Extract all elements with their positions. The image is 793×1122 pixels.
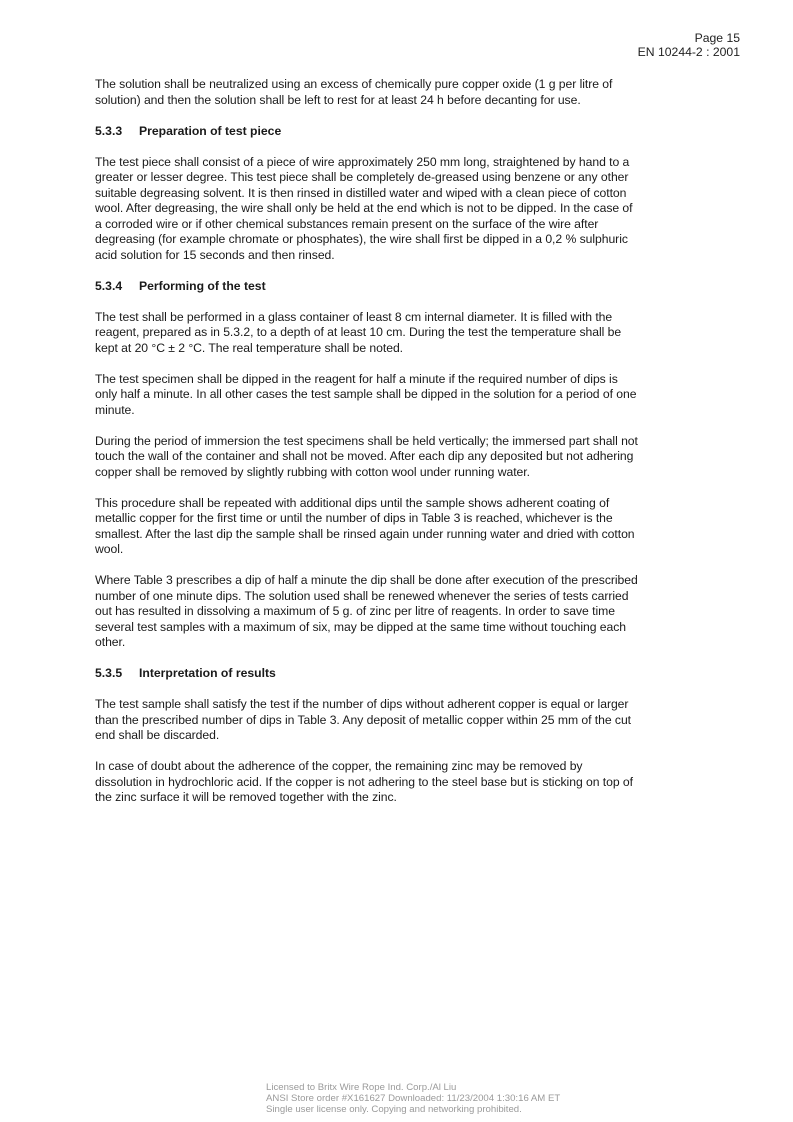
- license-footer: [266, 1082, 560, 1115]
- text-line: The test specimen shall be dipped in the reagent for half a minute if the required number of dips is: [95, 371, 618, 386]
- text-line: wool.: [95, 542, 124, 556]
- text-line: out has resulted in dissolving a maximum of 5 g. of zinc per litre of reagents. In order to save time: [95, 604, 615, 618]
- text-line: kept at 20 °C ± 2 °C. The real temperature shall be noted.: [95, 340, 404, 355]
- intro-paragraph: [95, 77, 715, 108]
- section-number: 5.3.4: [95, 278, 123, 293]
- paragraph: [95, 155, 715, 264]
- text-line: solution) and then the solution shall be left to rest for at least 24 h before decanting for use.: [95, 92, 581, 107]
- text-line: greater or lesser degree. This test piece shall be completely de-greased using benzene or any other: [95, 170, 629, 184]
- section-heading-5-3-5: [95, 666, 715, 682]
- usage-line: Single user license only. Copying and networking prohibited.: [266, 1104, 522, 1115]
- paragraph: [95, 372, 715, 419]
- paragraph: [95, 759, 715, 806]
- text-line: a corroded wire or if other chemical substances remain present on the surface of the wire after: [95, 216, 599, 231]
- paragraph: [95, 434, 715, 481]
- text-line: metallic copper for the first time or until the number of dips in Table 3 is reached, whichever is the: [95, 511, 613, 525]
- text-line: This procedure shall be repeated with additional dips until the sample shows adherent coating of: [95, 495, 610, 510]
- text-line: In case of doubt about the adherence of the copper, the remaining zinc may be removed by: [95, 759, 583, 773]
- text-line: touch the wall of the container and shall not be moved. After each dip any deposited but not adhering: [95, 449, 634, 463]
- text-line: During the period of immersion the test specimens shall be held vertically; the immersed part shall not: [95, 433, 638, 448]
- paragraph: [95, 496, 715, 558]
- paragraph: [95, 310, 715, 357]
- text-line: reagent, prepared as in 5.3.2, to a depth of at least 10 cm. During the test the temperature shall be: [95, 325, 622, 339]
- text-line: the zinc surface it will be removed together with the zinc.: [95, 790, 397, 804]
- paragraph: [95, 573, 715, 651]
- text-line: number of one minute dips. The solution used shall be renewed whenever the series of tests carried: [95, 588, 629, 603]
- standard-reference: EN 10244-2 : 2001: [637, 45, 740, 59]
- text-line: copper shall be removed by slightly rubbing with cotton wool under running water.: [95, 464, 530, 479]
- license-line: Licensed to Britx Wire Rope Ind. Corp./Al Liu: [266, 1082, 457, 1093]
- document-body: [95, 77, 715, 806]
- text-line: than the prescribed number of dips in Table 3. Any deposit of metallic copper within 25 mm of the cut: [95, 712, 632, 727]
- text-line: minute.: [95, 402, 135, 417]
- text-line: Where Table 3 prescribes a dip of half a minute the dip shall be done after execution of the prescribed: [95, 573, 638, 587]
- text-line: The test sample shall satisfy the test if the number of dips without adherent copper is equal or larger: [95, 697, 629, 711]
- text-line: wool. After degreasing, the wire shall only be held at the end which is not to be dipped. In the case of: [95, 201, 633, 215]
- order-line: ANSI Store order #X161627 Downloaded: 11/23/2004 1:30:16 AM ET: [266, 1093, 561, 1104]
- page-number: Page 15: [694, 31, 740, 45]
- text-line: The test shall be performed in a glass container of least 8 cm internal diameter. It is filled with the: [95, 309, 613, 324]
- text-line: several test samples with a maximum of six, may be dipped at the same time without touching each: [95, 619, 627, 634]
- section-title: Performing of the test: [139, 278, 266, 293]
- section-title: Preparation of test piece: [139, 123, 282, 138]
- section-number: 5.3.5: [95, 666, 123, 680]
- text-line: only half a minute. In all other cases the test sample shall be dipped in the solution for a period of one: [95, 387, 637, 401]
- section-heading-5-3-4: [95, 279, 715, 295]
- text-line: acid solution for 15 seconds and then rinsed.: [95, 247, 335, 262]
- text-line: dissolution in hydrochloric acid. If the copper is not adhering to the steel base but is sticking on top of: [95, 774, 633, 789]
- text-line: smallest. After the last dip the sample shall be rinsed again under running water and dried with cotton: [95, 526, 635, 541]
- section-heading-5-3-3: [95, 124, 715, 140]
- text-line: The test piece shall consist of a piece of wire approximately 250 mm long, straightened by hand to a: [95, 154, 630, 169]
- text-line: The solution shall be neutralized using an excess of chemically pure copper oxide (1 g per litre of: [95, 77, 613, 91]
- text-line: other.: [95, 635, 126, 649]
- section-number: 5.3.3: [95, 123, 123, 138]
- page-header: [638, 31, 740, 59]
- text-line: suitable degreasing solvent. It is then rinsed in distilled water and wiped with a clean piece of cotton: [95, 185, 627, 200]
- section-title: Interpretation of results: [139, 666, 276, 680]
- text-line: end shall be discarded.: [95, 728, 220, 742]
- text-line: degreasing (for example chromate or phosphates), the wire shall first be dipped in a 0,2 % sulphuric: [95, 232, 628, 246]
- paragraph: [95, 697, 715, 744]
